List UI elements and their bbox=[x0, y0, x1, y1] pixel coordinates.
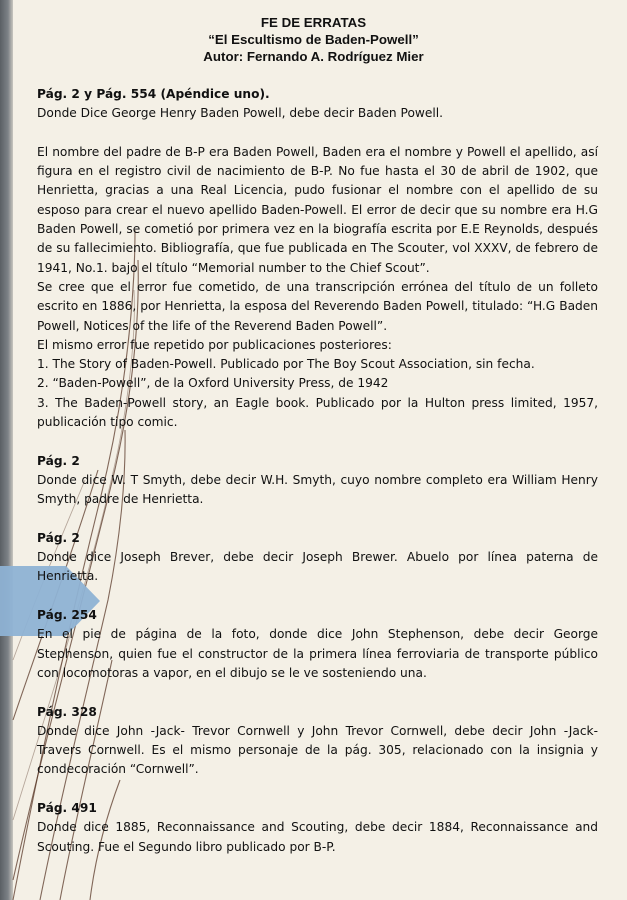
section-title: Pág. 254 bbox=[37, 608, 97, 623]
paragraph: Donde dice John -Jack- Trevor Cornwell y John Trevor Cornwell, debe decir John -Jack- Travers Cornwell. Es el mismo personaje de la pág. 305, relacionado con la insignia y condecoración “Cornwell”. bbox=[37, 723, 598, 777]
paragraph: Donde dice Joseph Brever, debe decir Joseph Brewer. Abuelo por línea paterna de Henrietta. bbox=[37, 550, 598, 584]
paragraph: Se cree que el error fue cometido, de una transcripción errónea del título de un folleto escrito en 1886, por Henrietta, la esposa del Reverendo Baden Powell, titulado: “H.G Baden Powell, Notices of the life of the Reverend Baden Powell”. bbox=[37, 279, 598, 333]
errata-section bbox=[37, 703, 598, 780]
paragraph: El mismo error fue repetido por publicaciones posteriores: bbox=[37, 337, 392, 352]
blank-line bbox=[37, 124, 598, 143]
errata-section bbox=[37, 85, 598, 432]
paragraph: Donde dice W. T Smyth, debe decir W.H. Smyth, cuyo nombre completo era William Henry Smyth, padre de Henrietta. bbox=[37, 472, 598, 507]
section-title: Pág. 2 bbox=[37, 453, 80, 468]
errata-section bbox=[37, 606, 598, 683]
section-title: Pág. 328 bbox=[37, 704, 97, 719]
paragraph: Donde dice 1885, Reconnaissance and Scouting, debe decir 1884, Reconnaissance and Scouting. Fue el Segundo libro publicado por B-P. bbox=[37, 820, 598, 854]
paragraph: En el pie de página de la foto, donde dice John Stephenson, debe decir George Stephenson, quien fue el constructor de la primera línea ferroviaria de transporte público con locomotoras a vapor, en el dibujo se le ve sosteniendo una. bbox=[37, 627, 598, 680]
section-title: Pág. 2 bbox=[37, 530, 80, 545]
errata-section bbox=[37, 452, 598, 510]
list-item: 2. “Baden-Powell”, de la Oxford University Press, de 1942 bbox=[37, 376, 389, 391]
list-item: 1. The Story of Baden-Powell. Publicado por The Boy Scout Association, sin fecha. bbox=[37, 357, 535, 372]
errata-section bbox=[37, 799, 598, 857]
list-item: 3. The Baden-Powell story, an Eagle book. Publicado por la Hulton press limited, 1957, publicación tipo comic. bbox=[37, 395, 598, 430]
paragraph: Donde Dice George Henry Baden Powell, debe decir Baden Powell. bbox=[37, 106, 444, 121]
section-title: Pág. 2 y Pág. 554 (Apéndice uno). bbox=[37, 87, 270, 101]
header-author: Autor: Fernando A. Rodríguez Mier bbox=[203, 49, 424, 64]
section-title: Pág. 491 bbox=[37, 800, 97, 815]
errata-section bbox=[37, 529, 598, 587]
paragraph: El nombre del padre de B-P era Baden Powell, Baden era el nombre y Powell el apellido, así figura en el registro civil de nacimiento de B-P. No fue hasta el 30 de abril de 1902, que Henrietta, gracias a una Real Licencia, pudo fusionar el nombre con el apellido de su esposo para crear el nuevo apellido Baden-Powell. El error de decir que su nombre era H.G Baden Powell, se cometió por primera vez en la biografía escrita por E.E Reynolds, después de su fallecimiento. Bibliografía, que fue publicada en The Scouter, vol XXXV, de febrero de 1941, No.1. bajo el título “Memorial number to the Chief Scout”. bbox=[37, 144, 598, 275]
document-body bbox=[37, 85, 598, 876]
header-book-title: “El Escultismo de Baden-Powell” bbox=[208, 32, 419, 47]
header-title: FE DE ERRATAS bbox=[260, 15, 367, 30]
document-header bbox=[0, 14, 627, 65]
